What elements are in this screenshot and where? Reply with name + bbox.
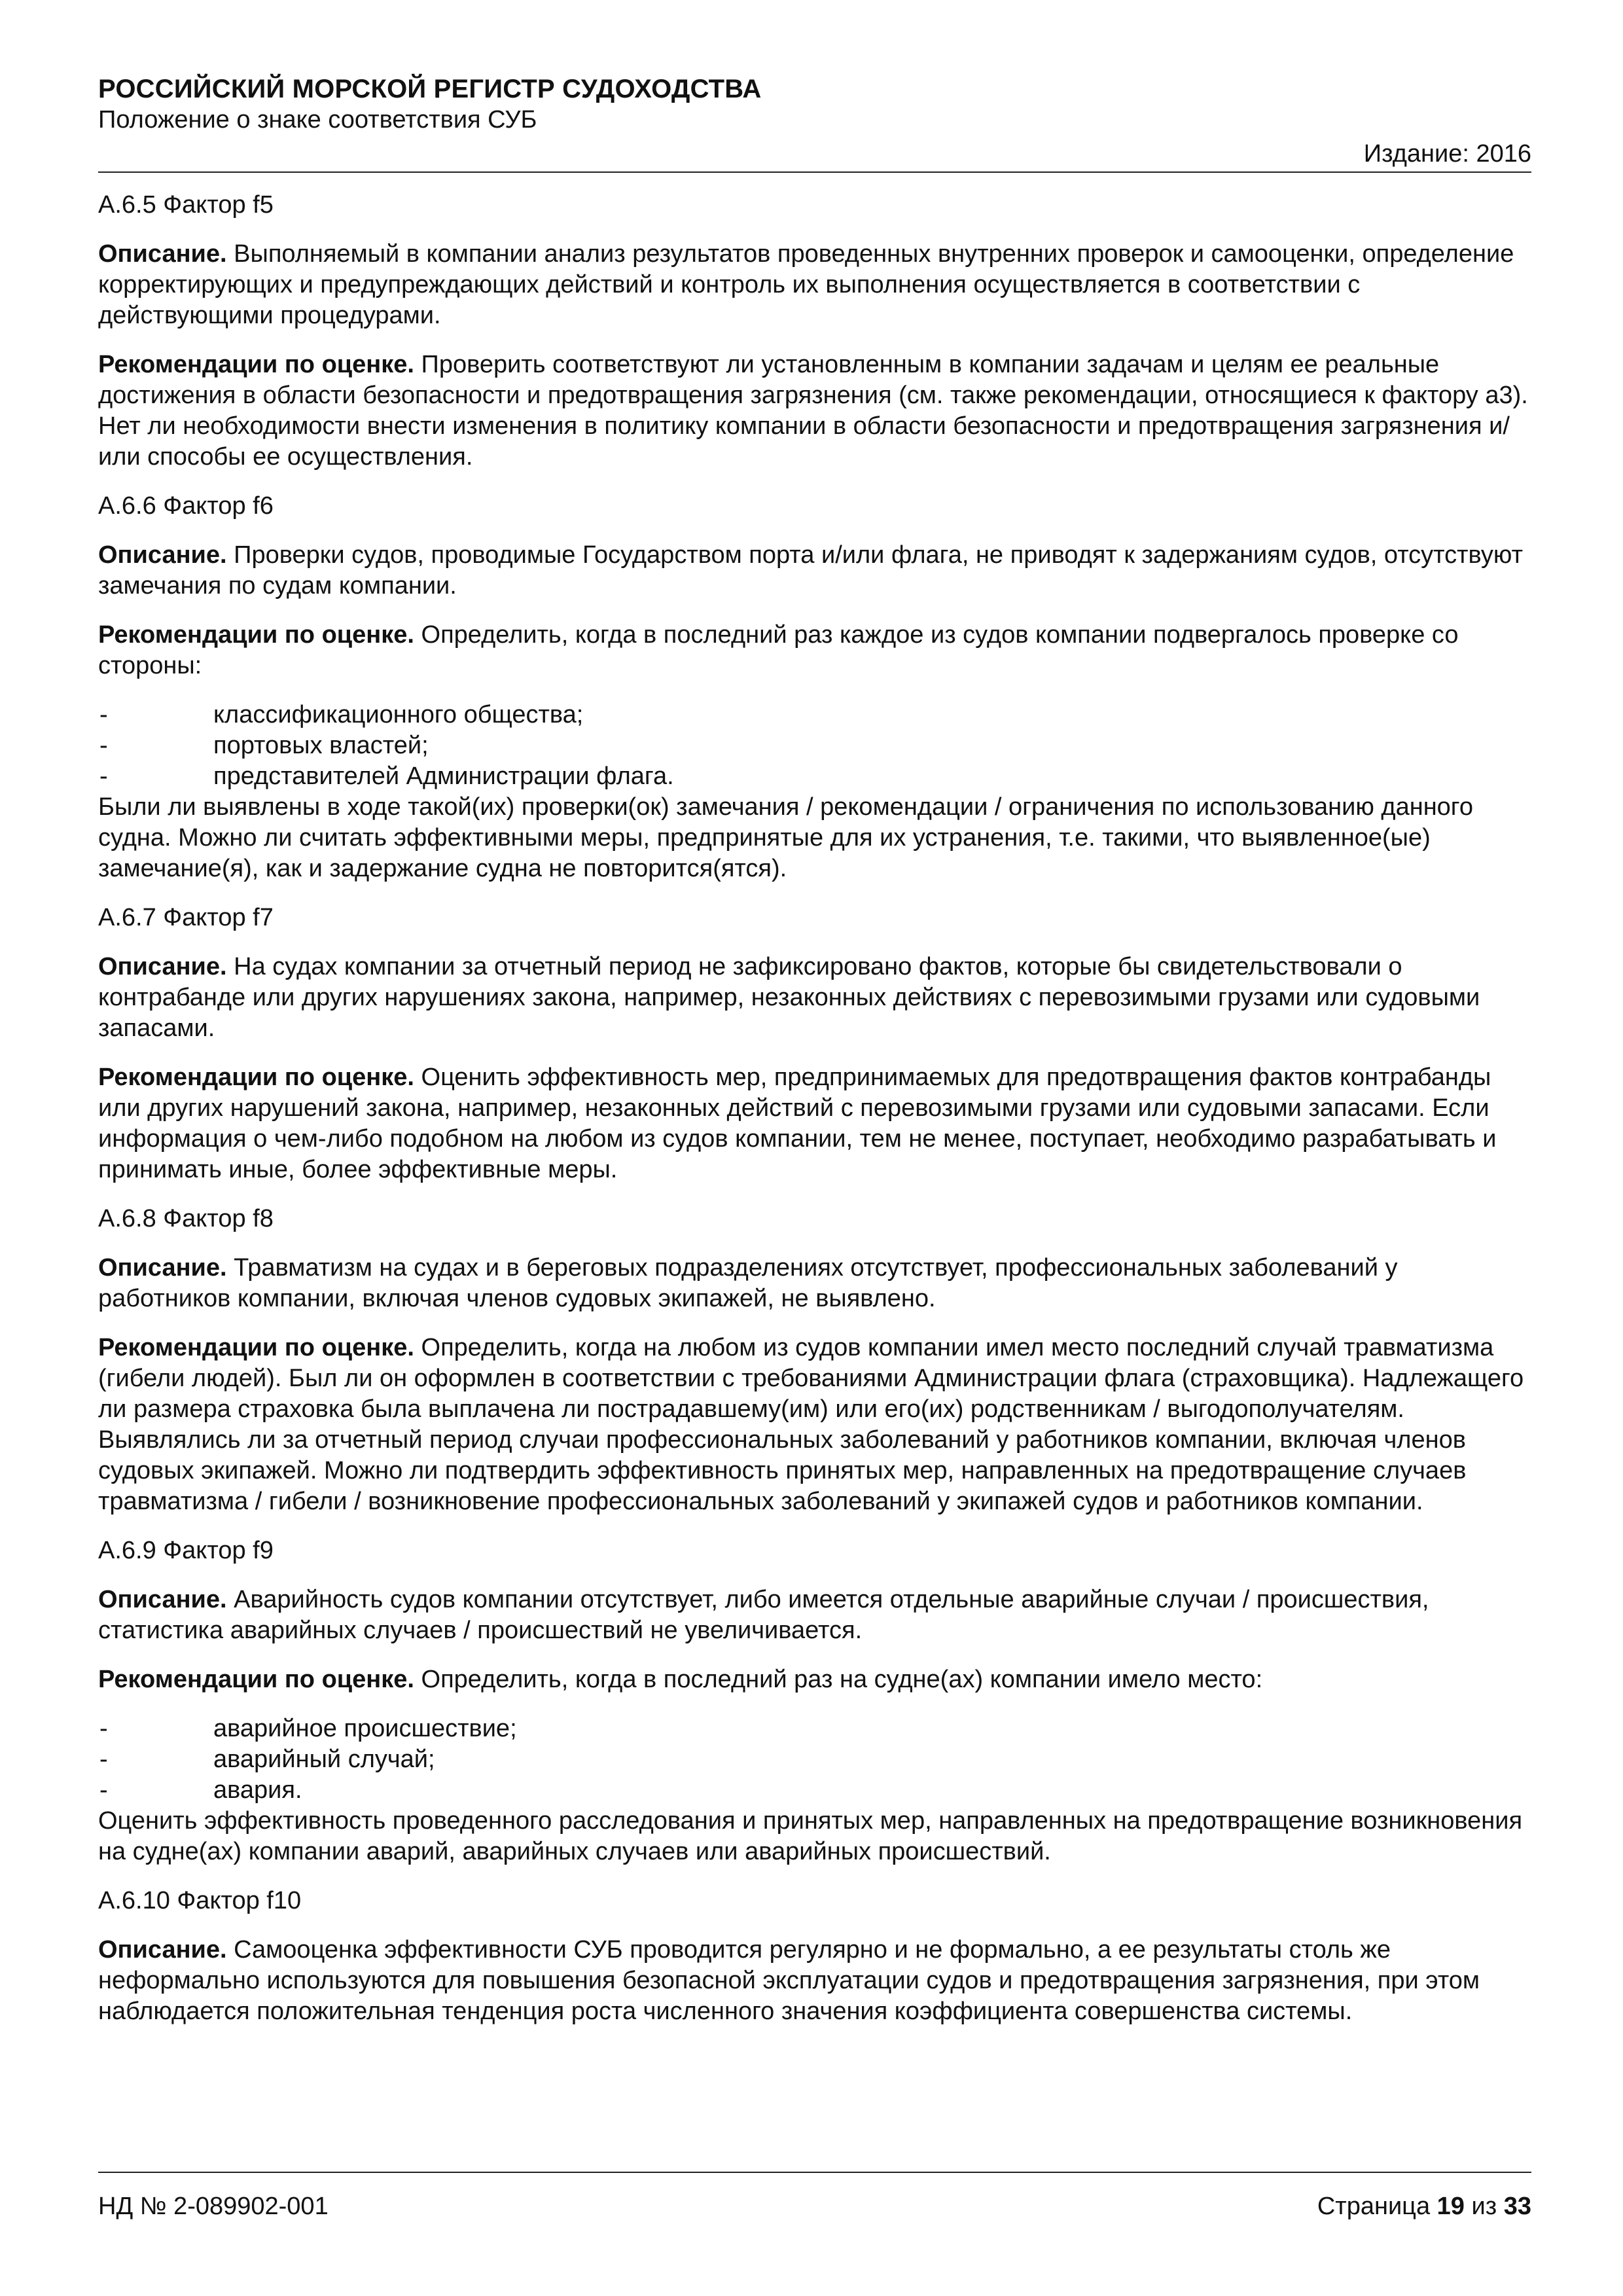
edition-label: Издание: 2016 xyxy=(1363,140,1531,168)
f8-recommendation xyxy=(98,1333,1531,1517)
f8-recommendation-text: Определить, когда на любом из судов компании имел место последний случай травматизма (гибели людей). Был ли он оформлен в соответствии с требованиями Администрации флага (страховщика). Надлежащего ли размера страховка была выплачена ли пострадавшему(им) или его(их) родственникам / выгодополучателям. Выявлялись ли за отчетный период случаи профессиональных заболеваний у работников компании, включая членов судовых экипажей. Можно ли подтвердить эффективность принятых мер, направленных на предотвращение случаев травматизма / гибели / возникновение профессиональных заболеваний у экипажей судов и работников компании. xyxy=(98,1334,1524,1515)
dash-bullet: - xyxy=(99,762,108,790)
page-word: Страница xyxy=(1317,2193,1431,2220)
list-item: - аварийное происшествие; xyxy=(98,1713,1531,1744)
recommendation-label: Рекомендации по оценке. xyxy=(98,351,414,378)
recommendation-label: Рекомендации по оценке. xyxy=(98,1334,414,1361)
organization-name: РОССИЙСКИЙ МОРСКОЙ РЕГИСТР СУДОХОДСТВА xyxy=(98,75,762,103)
document-number: НД № 2-089902-001 xyxy=(98,2193,329,2220)
recommendation-label: Рекомендации по оценке. xyxy=(98,621,414,649)
f5-recommendation-text: Проверить соответствуют ли установленным в компании задачам и целям ее реальные достижения в области безопасности и предотвращения загрязнения (см. также рекомендации, относящиеся к фактору а3). Нет ли необходимости внести изменения в политику компании в области безопасности и предотвращения загрязнения и/или способы ее осуществления. xyxy=(98,351,1528,471)
section-heading-f6: А.6.6 Фактор f6 xyxy=(98,492,274,520)
f6-after-list-text: Были ли выявлены в ходе такой(их) проверки(ок) замечания / рекомендации / ограничения по использованию данного судна. Можно ли считать эффективными меры, предпринятые для их устранения, т.е. такими, что выявленное(ые) замечание(я), как и задержание судна не повторится(ятся). xyxy=(98,793,1473,882)
dash-bullet: - xyxy=(99,1746,108,1773)
f10-description-text: Самооценка эффективности СУБ проводится регулярно и не формально, а ее результаты столь же неформально используются для повышения безопасной эксплуатации судов и предотвращения загрязнения, при этом наблюдается положительная тенденция роста численного значения коэффициента совершенства системы. xyxy=(98,1936,1480,2025)
document-body xyxy=(98,190,1531,2027)
f9-recommendation xyxy=(98,1664,1531,1695)
description-label: Описание. xyxy=(98,1936,227,1964)
f7-recommendation xyxy=(98,1062,1531,1185)
f7-recommendation-text: Оценить эффективность мер, предпринимаемых для предотвращения фактов контрабанды или других нарушений закона, например, незаконных действий с перевозимыми грузами или судовыми запасами. Если информация о чем-либо подобном на любом из судов компании, тем не менее, поступает, необходимо разрабатывать и принимать иные, более эффективные меры. xyxy=(98,1064,1497,1183)
dash-bullet: - xyxy=(99,701,108,728)
of-word: из xyxy=(1471,2193,1497,2220)
f8-description-text: Травматизм на судах и в береговых подразделениях отсутствует, профессиональных заболеваний у работников компании, включая членов судовых экипажей, не выявлено. xyxy=(98,1254,1398,1312)
description-label: Описание. xyxy=(98,1586,227,1613)
section-heading-f5: А.6.5 Фактор f5 xyxy=(98,191,274,219)
f5-recommendation xyxy=(98,350,1531,473)
page xyxy=(98,73,1531,2045)
f6-description-text: Проверки судов, проводимые Государством порта и/или флага, не приводят к задержаниям судов, отсутствуют замечания по судам компании. xyxy=(98,541,1523,600)
description-label: Описание. xyxy=(98,240,227,268)
document-title: Положение о знаке соответствия СУБ xyxy=(98,106,537,134)
description-label: Описание. xyxy=(98,1254,227,1282)
f9-description-text: Аварийность судов компании отсутствует, либо имеется отдельные аварийные случаи / происшествия, статистика аварийных случаев / происшествий не увеличивается. xyxy=(98,1586,1429,1644)
dash-bullet: - xyxy=(99,1715,108,1742)
f5-description xyxy=(98,239,1531,331)
dash-bullet: - xyxy=(99,732,108,759)
section-heading-f8: А.6.8 Фактор f8 xyxy=(98,1205,274,1232)
f10-description xyxy=(98,1935,1531,2027)
section-heading-f7: А.6.7 Фактор f7 xyxy=(98,904,274,931)
dash-bullet: - xyxy=(99,1776,108,1804)
recommendation-label: Рекомендации по оценке. xyxy=(98,1666,414,1693)
list-item: - авария. xyxy=(98,1775,1531,1806)
list-item: - портовых властей; xyxy=(98,730,1531,761)
f9-description xyxy=(98,1585,1531,1646)
section-heading-f10: А.6.10 Фактор f10 xyxy=(98,1887,302,1914)
description-label: Описание. xyxy=(98,541,227,569)
section-heading-f9: А.6.9 Фактор f9 xyxy=(98,1537,274,1564)
f6-recommendation xyxy=(98,620,1531,681)
list-item: - классификационного общества; xyxy=(98,700,1531,730)
f6-description xyxy=(98,540,1531,601)
list-item: - аварийный случай; xyxy=(98,1744,1531,1775)
f7-description-text: На судах компании за отчетный период не зафиксировано фактов, которые бы свидетельствовали о контрабанде или других нарушениях закона, например, незаконных действиях с перевозимыми грузами или судовыми запасами. xyxy=(98,953,1480,1042)
f9-recommendation-text: Определить, когда в последний раз на судне(ах) компании имело место: xyxy=(414,1666,1263,1693)
recommendation-label: Рекомендации по оценке. xyxy=(98,1064,414,1091)
current-page-number: 19 xyxy=(1436,2193,1465,2220)
f6-list xyxy=(98,700,1531,792)
header-divider xyxy=(98,171,1531,173)
f8-description xyxy=(98,1253,1531,1314)
total-pages-number: 33 xyxy=(1503,2193,1531,2220)
f7-description xyxy=(98,952,1531,1044)
description-label: Описание. xyxy=(98,953,227,980)
f9-list xyxy=(98,1713,1531,1806)
f9-after-list-text: Оценить эффективность проведенного расследования и принятых мер, направленных на предотвращение возникновения на судне(ах) компании аварий, аварийных случаев или аварийных происшествий. xyxy=(98,1807,1523,1865)
list-item: - представителей Администрации флага. xyxy=(98,761,1531,792)
page-counter xyxy=(1317,2191,1531,2221)
f6-recommendation-text: Определить, когда в последний раз каждое из судов компании подвергалось проверке со стороны: xyxy=(98,621,1459,679)
footer-divider xyxy=(98,2172,1531,2173)
f5-description-text: Выполняемый в компании анализ результатов проведенных внутренних проверок и самооценки, определение корректирующих и предупреждающих действий и контроль их выполнения осуществляется в соответствии с действующими процедурами. xyxy=(98,240,1514,329)
